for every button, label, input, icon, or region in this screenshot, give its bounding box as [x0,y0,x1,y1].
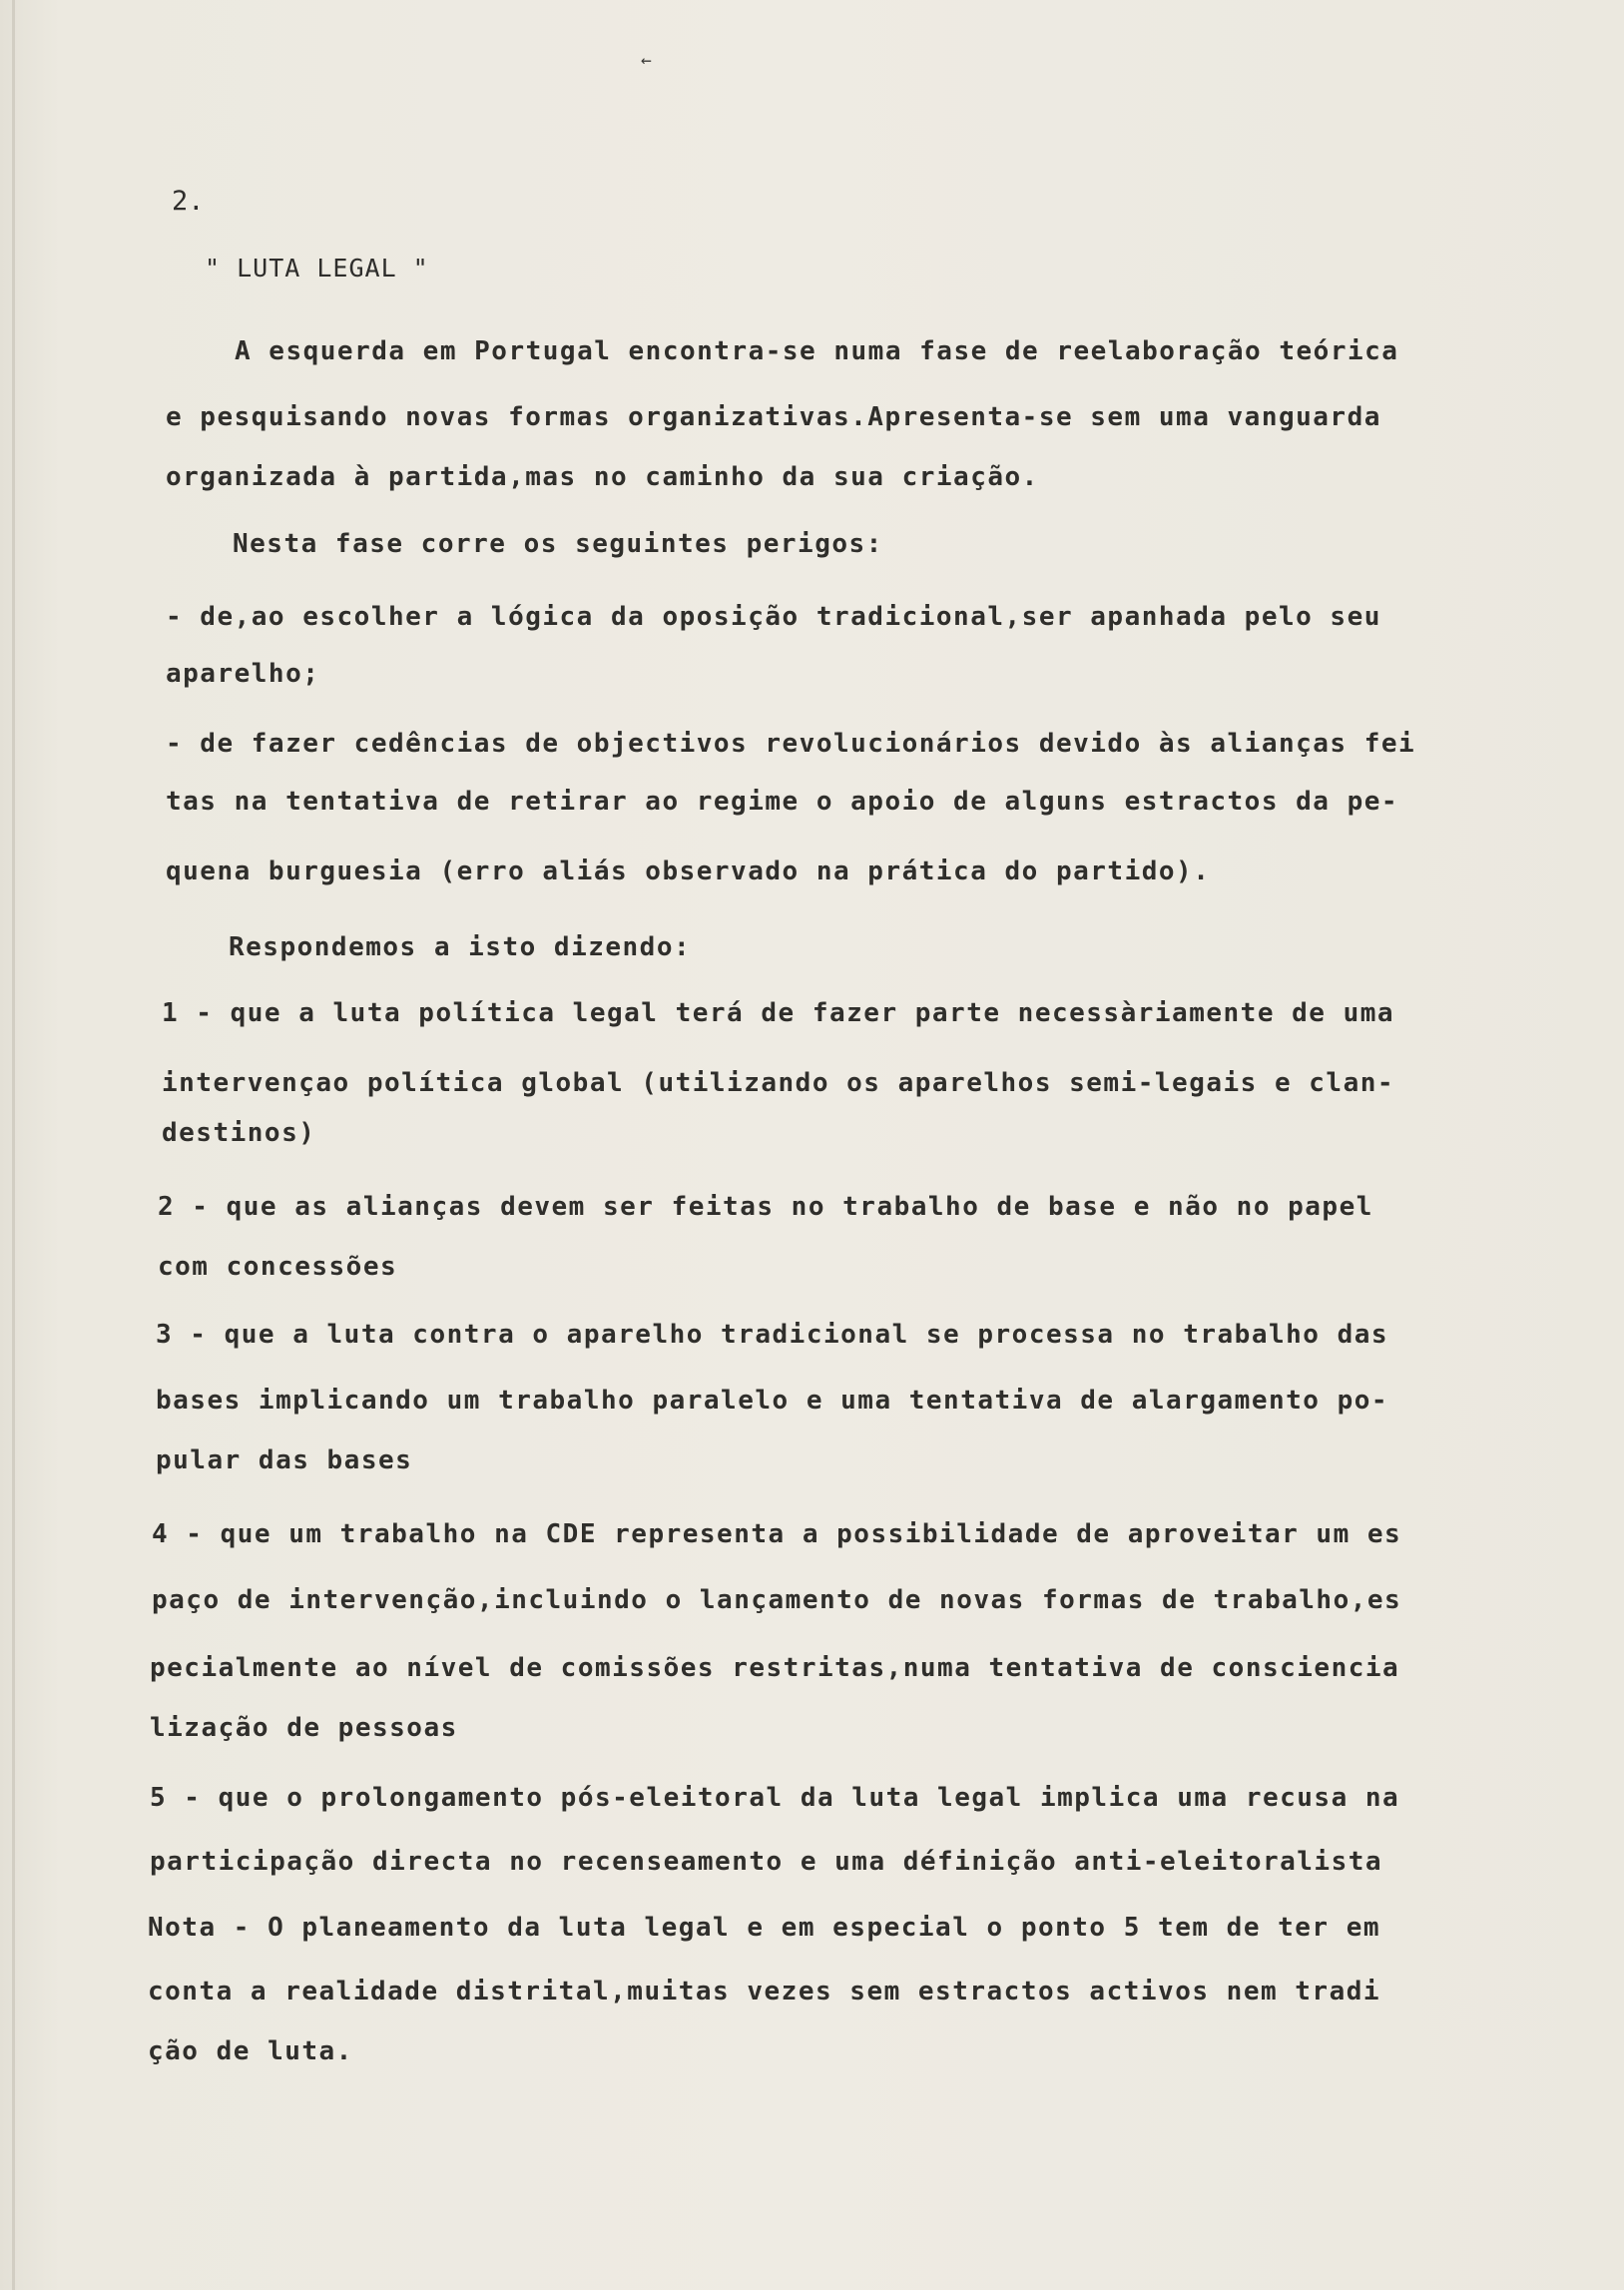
body-line: - de fazer cedências de objectivos revolucionários devido às alianças fei [166,729,1416,759]
body-line: Nota - O planeamento da luta legal e em especial o ponto 5 tem de ter em [148,1913,1381,1943]
body-line: conta a realidade distrital,muitas vezes sem estractos activos nem tradi [148,1977,1381,2006]
body-line: aparelho; [166,659,320,689]
body-line: organizada à partida,mas no caminho da sua criação. [166,462,1039,492]
page-number: 2. [172,186,205,217]
body-line: quena burguesia (erro aliás observado na prática do partido). [166,857,1211,886]
body-line: A esquerda em Portugal encontra-se numa fase de reelaboração teórica [235,336,1399,366]
body-line: ção de luta. [148,2036,353,2066]
body-line: tas na tentativa de retirar ao regime o apoio de alguns estractos da pe- [166,787,1399,817]
body-line: pecialmente ao nível de comissões restritas,numa tentativa de consciencia [150,1653,1400,1683]
document-title: " LUTA LEGAL " [205,254,429,283]
body-line: destinos) [162,1118,316,1148]
body-line: lização de pessoas [150,1713,458,1743]
body-line: 4 - que um trabalho na CDE representa a possibilidade de aproveitar um es [152,1519,1402,1549]
body-line: e pesquisando novas formas organizativas.Apresenta-se sem uma vanguarda [166,402,1381,432]
corner-mark: ← [641,50,652,71]
body-line: 2 - que as alianças devem ser feitas no trabalho de base e não no papel [158,1192,1373,1222]
body-line: com concessões [158,1252,398,1282]
body-line: pular das bases [156,1445,413,1475]
body-line: Nesta fase corre os seguintes perigos: [233,529,883,559]
body-line: intervençao política global (utilizando os aparelhos semi-legais e clan- [162,1068,1395,1098]
body-line: Respondemos a isto dizendo: [229,932,692,962]
body-line: 1 - que a luta política legal terá de fazer parte necessàriamente de uma [162,998,1395,1028]
body-line: paço de intervenção,incluindo o lançamento de novas formas de trabalho,es [152,1585,1402,1615]
body-line: 3 - que a luta contra o aparelho tradicional se processa no trabalho das [156,1320,1389,1350]
body-line: - de,ao escolher a lógica da oposição tradicional,ser apanhada pelo seu [166,602,1381,632]
body-line: participação directa no recenseamento e uma définição anti-eleitoralista [150,1847,1383,1877]
page-edge [12,0,15,2290]
body-line: bases implicando um trabalho paralelo e uma tentativa de alargamento po- [156,1386,1389,1416]
body-line: 5 - que o prolongamento pós-eleitoral da luta legal implica uma recusa na [150,1783,1400,1813]
